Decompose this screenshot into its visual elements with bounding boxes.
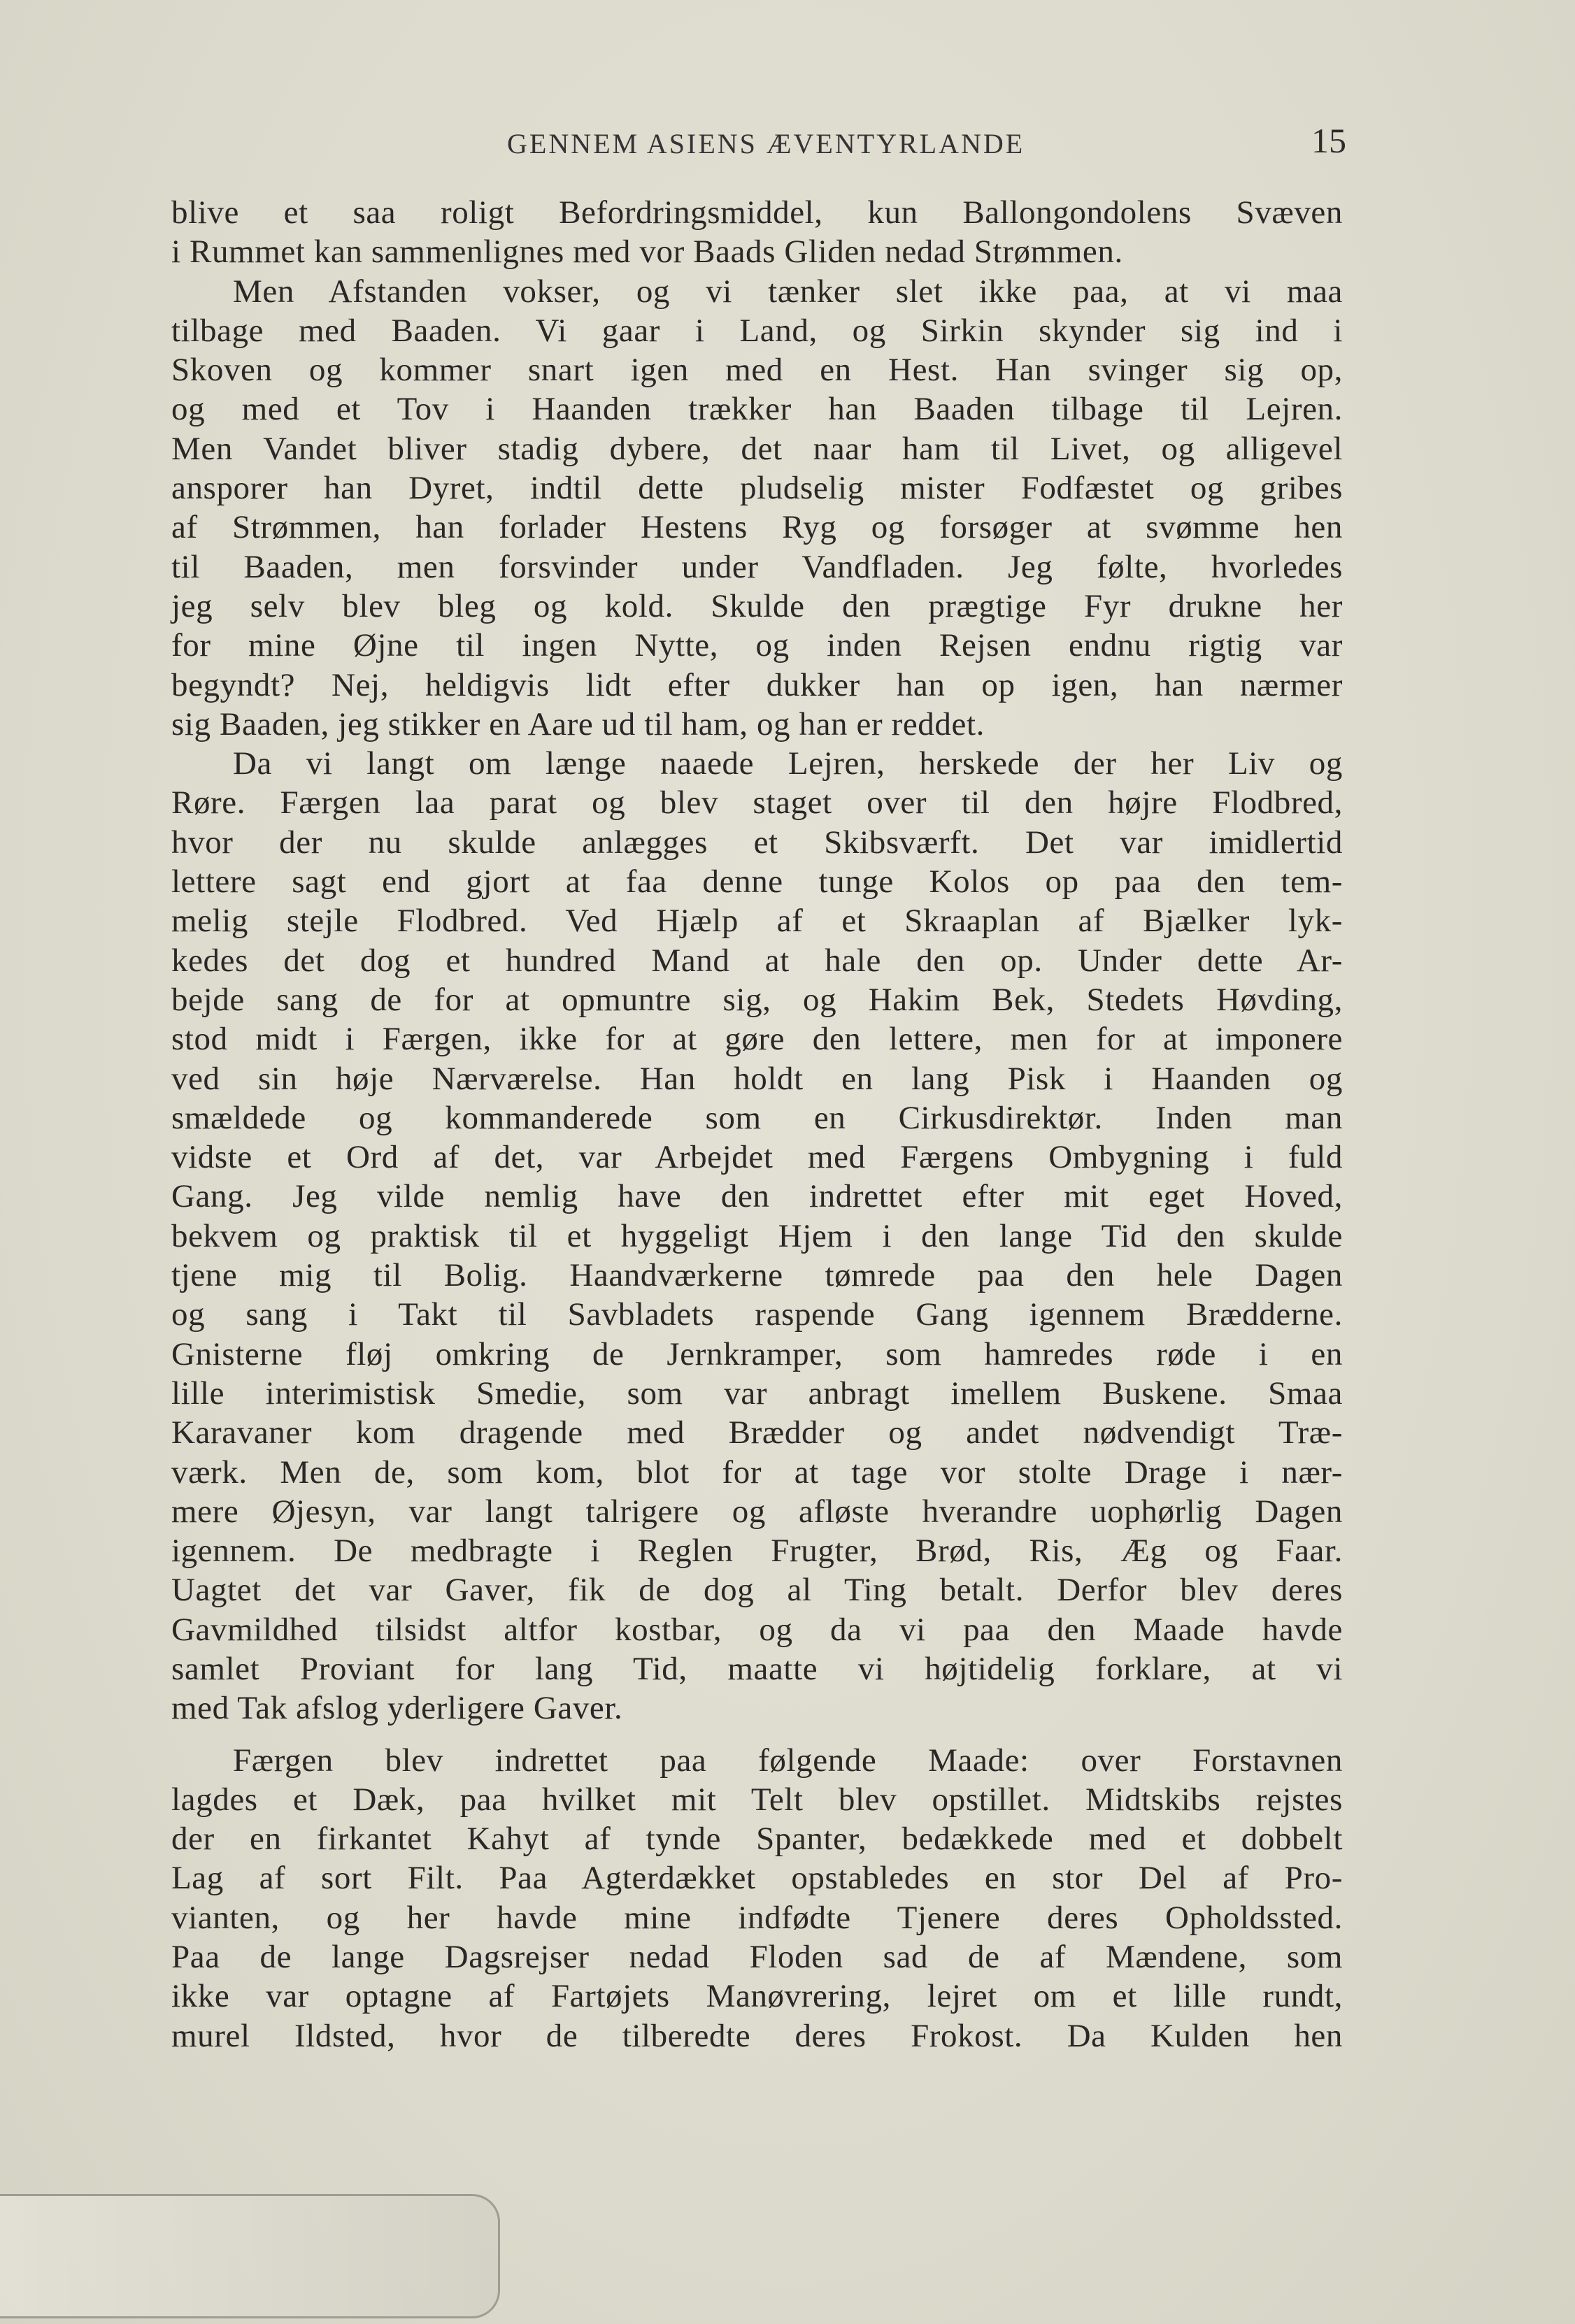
page-header xyxy=(171,120,1346,162)
body-text xyxy=(171,193,1343,2056)
text-line: samlet Proviant for lang Tid, maatte vi højtidelig forklare, at vi xyxy=(171,1650,1343,1687)
text-line: Karavaner kom dragende med Brædder og andet nødvendigt Træ- xyxy=(171,1414,1343,1451)
text-line: begyndt? Nej, heldigvis lidt efter dukker han op igen, han nærmer xyxy=(171,666,1343,703)
text-line: kedes det dog et hundred Mand at hale den op. Under dette Ar- xyxy=(171,942,1343,979)
running-title: GENNEM ASIENS ÆVENTYRLANDE xyxy=(507,128,1025,159)
text-line: ved sin høje Nærværelse. Han holdt en lang Pisk i Haanden og xyxy=(171,1060,1343,1097)
library-label-outline xyxy=(0,2194,500,2318)
text-line: ansporer han Dyret, indtil dette pludselig mister Fodfæstet og gribes xyxy=(171,470,1343,507)
text-line: vidste et Ord af det, var Arbejdet med Færgens Ombygning i fuld xyxy=(171,1139,1343,1176)
text-line: for mine Øjne til ingen Nytte, og inden Rejsen endnu rigtig var xyxy=(171,627,1343,664)
text-line: Færgen blev indrettet paa følgende Maade: over Forstavnen xyxy=(233,1742,1343,1779)
page-number: 15 xyxy=(1311,121,1346,160)
text-line: igennem. De medbragte i Reglen Frugter, Brød, Ris, Æg og Faar. xyxy=(171,1533,1343,1570)
text-line: Men Vandet bliver stadig dybere, det naar ham til Livet, og alligevel xyxy=(171,430,1343,467)
text-line: Lag af sort Filt. Paa Agterdækket opstabledes en stor Del af Pro- xyxy=(171,1860,1343,1897)
text-line: værk. Men de, som kom, blot for at tage vor stolte Drage i nær- xyxy=(171,1454,1343,1491)
text-line: bekvem og praktisk til et hyggeligt Hjem i den lange Tid den skulde xyxy=(171,1217,1343,1254)
text-line: med Tak afslog yderligere Gaver. xyxy=(171,1690,623,1727)
text-line: jeg selv blev bleg og kold. Skulde den prægtige Fyr drukne her xyxy=(171,587,1343,624)
text-line: blive et saa roligt Befordringsmiddel, kun Ballongondolens Svæven xyxy=(171,194,1343,231)
text-line: Røre. Færgen laa parat og blev staget over til den højre Flodbred, xyxy=(171,784,1343,822)
text-line: lettere sagt end gjort at faa denne tunge Kolos op paa den tem- xyxy=(171,863,1343,901)
text-line: vianten, og her havde mine indfødte Tjenere deres Opholdssted. xyxy=(171,1899,1343,1936)
text-line: Men Afstanden vokser, og vi tænker slet ikke paa, at vi maa xyxy=(233,273,1343,310)
text-line: der en firkantet Kahyt af tynde Spanter, bedækkede med et dobbelt xyxy=(171,1821,1343,1858)
text-line: til Baaden, men forsvinder under Vandfladen. Jeg følte, hvorledes xyxy=(171,548,1343,585)
text-line: hvor der nu skulde anlægges et Skibsværft. Det var imidlertid xyxy=(171,824,1343,861)
text-line: sig Baaden, jeg stikker en Aare ud til ham, og han er reddet. xyxy=(171,705,985,743)
text-line: bejde sang de for at opmuntre sig, og Hakim Bek, Stedets Høvding, xyxy=(171,981,1343,1018)
text-line: og sang i Takt til Savbladets raspende Gang igennem Brædderne. xyxy=(171,1296,1343,1333)
text-line: lagdes et Dæk, paa hvilket mit Telt blev opstillet. Midtskibs rejstes xyxy=(171,1781,1343,1818)
text-line: i Rummet kan sammenlignes med vor Baads Gliden nedad Strømmen. xyxy=(171,234,1123,271)
text-line: murel Ildsted, hvor de tilberedte deres Frokost. Da Kulden hen xyxy=(171,2017,1343,2054)
text-line: stod midt i Færgen, ikke for at gøre den lettere, men for at imponere xyxy=(171,1021,1343,1058)
text-line: Gang. Jeg vilde nemlig have den indrettet efter mit eget Hoved, xyxy=(171,1178,1343,1215)
text-line: smældede og kommanderede som en Cirkusdirektør. Inden man xyxy=(171,1099,1343,1136)
text-line: tilbage med Baaden. Vi gaar i Land, og Sirkin skynder sig ind i xyxy=(171,312,1343,349)
text-line: ikke var optagne af Fartøjets Manøvrering, lejret om et lille rundt, xyxy=(171,1978,1343,2015)
text-line: Da vi langt om længe naaede Lejren, herskede der her Liv og xyxy=(233,745,1343,782)
text-line: og med et Tov i Haanden trækker han Baaden tilbage til Lejren. xyxy=(171,391,1343,428)
text-line: lille interimistisk Smedie, som var anbragt imellem Buskene. Smaa xyxy=(171,1375,1343,1412)
text-line: mere Øjesyn, var langt talrigere og afløste hverandre uophørlig Dagen xyxy=(171,1493,1343,1530)
text-line: melig stejle Flodbred. Ved Hjælp af et Skraaplan af Bjælker lyk- xyxy=(171,903,1343,940)
text-line: tjene mig til Bolig. Haandværkerne tømrede paa den hele Dagen xyxy=(171,1257,1343,1294)
text-line: Gnisterne fløj omkring de Jernkramper, som hamredes røde i en xyxy=(171,1335,1343,1372)
text-line: Uagtet det var Gaver, fik de dog al Ting betalt. Derfor blev deres xyxy=(171,1572,1343,1609)
text-line: Paa de lange Dagsrejser nedad Floden sad de af Mændene, som xyxy=(171,1939,1343,1976)
text-line: Skoven og kommer snart igen med en Hest. Han svinger sig op, xyxy=(171,352,1343,389)
text-line: af Strømmen, han forlader Hestens Ryg og forsøger at svømme hen xyxy=(171,509,1343,546)
text-line: Gavmildhed tilsidst altfor kostbar, og da vi paa den Maade havde xyxy=(171,1611,1343,1648)
